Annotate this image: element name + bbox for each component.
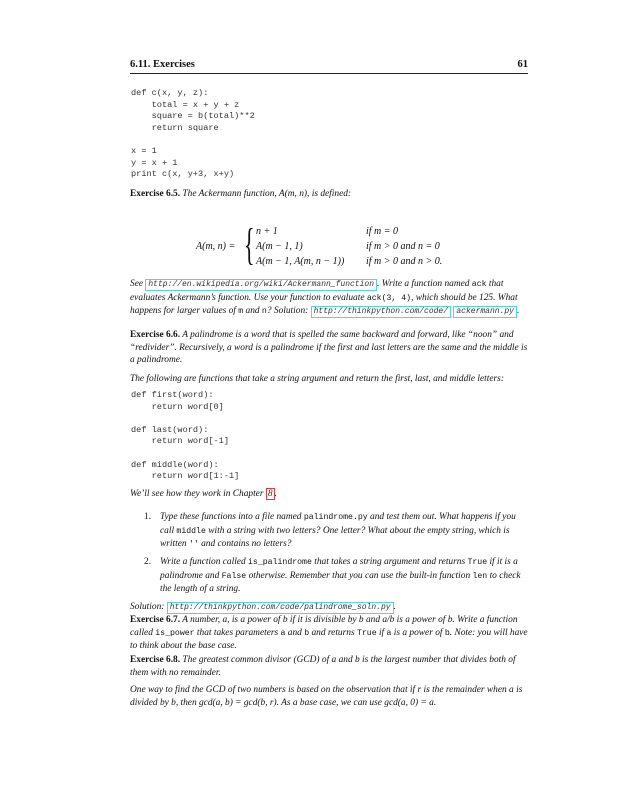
- case-expr: n + 1: [256, 226, 278, 237]
- text: if: [378, 627, 385, 638]
- gcd-paragraph: One way to find the GCD of two numbers is based on the observation that if r is the remainder when a is divided by b, then gcd(a, b) = gcd(b, r). As a base case, we can use gcd(a, 0) = a.: [130, 685, 523, 708]
- text: and test them out. What happens if you call: [160, 512, 516, 536]
- text: . Write a function named: [377, 279, 470, 289]
- solution-link-ackermann-file[interactable]: ackermann.py: [453, 306, 517, 318]
- inline-code: is_power: [155, 628, 195, 638]
- solution-palindrome: [130, 601, 528, 614]
- inline-code: b: [304, 628, 310, 638]
- exercise-label: Exercise 6.6.: [130, 330, 181, 340]
- chapter-link[interactable]: 8: [267, 489, 273, 499]
- text: and returns: [311, 627, 355, 638]
- exercise-label: Exercise 6.8.: [130, 655, 181, 665]
- exercise-6-5: [130, 188, 528, 201]
- text: to check the length of a string.: [160, 570, 521, 595]
- inline-code: n: [261, 307, 267, 317]
- inline-code: a: [280, 628, 286, 638]
- inline-code: m: [238, 307, 244, 317]
- text: and: [245, 306, 260, 317]
- inline-code: len: [472, 571, 488, 581]
- running-header: [130, 59, 528, 74]
- page-number: 61: [517, 59, 528, 70]
- inline-code: is_palindrome: [248, 558, 312, 567]
- text: that evaluates Ackermann’s function. Use your function to evaluate: [130, 279, 504, 303]
- list-number: 2.: [144, 557, 152, 567]
- solution-link-palindrome[interactable]: http://thinkpython.com/code/palindrome_soln.py: [167, 602, 394, 614]
- text: , which should be 125. What happens for larger values of: [130, 292, 518, 317]
- inline-code: '': [188, 540, 199, 550]
- link-text: http://thinkpython.com/code/: [313, 307, 449, 317]
- text: and: [287, 627, 302, 638]
- inline-code: False: [221, 571, 247, 581]
- left-brace-icon: {: [244, 220, 255, 269]
- text: A number, a, is a power of b if it is divisible by b and a/b is a power of b. Write a function called: [130, 615, 518, 638]
- exercise-text: A palindrome is a word that is spelled the same backward and forward, like “noon” and “redivider”. Recursively, a word is a palindrome if the first and last letters are the same and the middle is a palindrome.: [130, 330, 528, 366]
- text: otherwise. Remember that you can use the built-in function: [248, 570, 471, 581]
- solution-link-ackermann[interactable]: [311, 306, 451, 318]
- list-number: 1.: [144, 512, 152, 522]
- text: Solution:: [130, 602, 165, 612]
- text: .: [393, 602, 396, 612]
- exercise-text: The Ackermann function, A(m, n), is defined:: [182, 189, 352, 199]
- list-item-text: [160, 511, 528, 552]
- inline-code: palindrome.py: [303, 513, 368, 522]
- code-block-first-last-middle: def first(word): return word[0] def last(word): return word[-1] def middle(word): return word[1:-1]: [131, 390, 240, 482]
- inline-code: True: [467, 558, 488, 567]
- inline-code: ack: [471, 280, 487, 289]
- exercise-6-6: [130, 329, 528, 367]
- exercise-text: The greatest common divisor (GCD) of a and b is the largest number that divides both of them with no remainder.: [130, 655, 516, 678]
- inline-code: a: [386, 628, 392, 638]
- case-expr: A(m − 1, A(m, n − 1)): [256, 256, 345, 267]
- see-paragraph: [130, 278, 528, 319]
- inline-code: middle: [176, 526, 206, 536]
- text: .: [516, 306, 520, 317]
- text: Write a function called: [160, 557, 246, 567]
- following-paragraph: The following are functions that take a string argument and return the first, last, and middle letters:: [130, 374, 504, 384]
- inline-code: ack(3, 4): [366, 293, 412, 303]
- exercise-label: Exercise 6.5.: [130, 189, 181, 199]
- chapter-reference: [130, 488, 528, 501]
- inline-code: b: [444, 628, 450, 638]
- text: We’ll see how they work in Chapter: [130, 489, 264, 499]
- section-title: 6.11. Exercises: [130, 59, 195, 70]
- case-cond: if m > 0 and n > 0.: [366, 256, 443, 267]
- case-cond: if m = 0: [366, 226, 399, 237]
- text: is a power of: [393, 627, 443, 638]
- exercise-6-7: [130, 614, 528, 653]
- ackermann-formula: [196, 220, 496, 271]
- code-block-c-function: def c(x, y, z): total = x + y + z square = b(total)**2 return square x = 1 y = x + 1 print c(x, y+3, x+y): [131, 88, 255, 180]
- exercise-6-8: [130, 654, 528, 679]
- inline-code: True: [356, 628, 377, 638]
- text: Type these functions into a file named: [160, 512, 302, 522]
- text: with a string with two letters? One letter? What about the empty string, which is written: [160, 525, 510, 550]
- text: See: [130, 279, 144, 289]
- list-item-text: [160, 556, 528, 596]
- formula-lhs: A(m, n) =: [196, 241, 236, 252]
- case-expr: A(m − 1, 1): [256, 241, 303, 252]
- exercise-label: Exercise 6.7.: [130, 615, 181, 625]
- text: and contains no letters?: [201, 539, 292, 550]
- text: if it is a palindrome and: [160, 557, 518, 581]
- text: .: [274, 489, 277, 499]
- text: that takes a string argument and returns: [314, 557, 466, 567]
- text: . Note: you will have to think about the base case.: [130, 627, 528, 652]
- text: ? Solution:: [266, 306, 309, 317]
- wikipedia-link[interactable]: http://en.wikipedia.org/wiki/Ackermann_function: [145, 279, 377, 291]
- case-cond: if m > 0 and n = 0: [366, 241, 440, 252]
- text: that takes parameters: [196, 627, 279, 638]
